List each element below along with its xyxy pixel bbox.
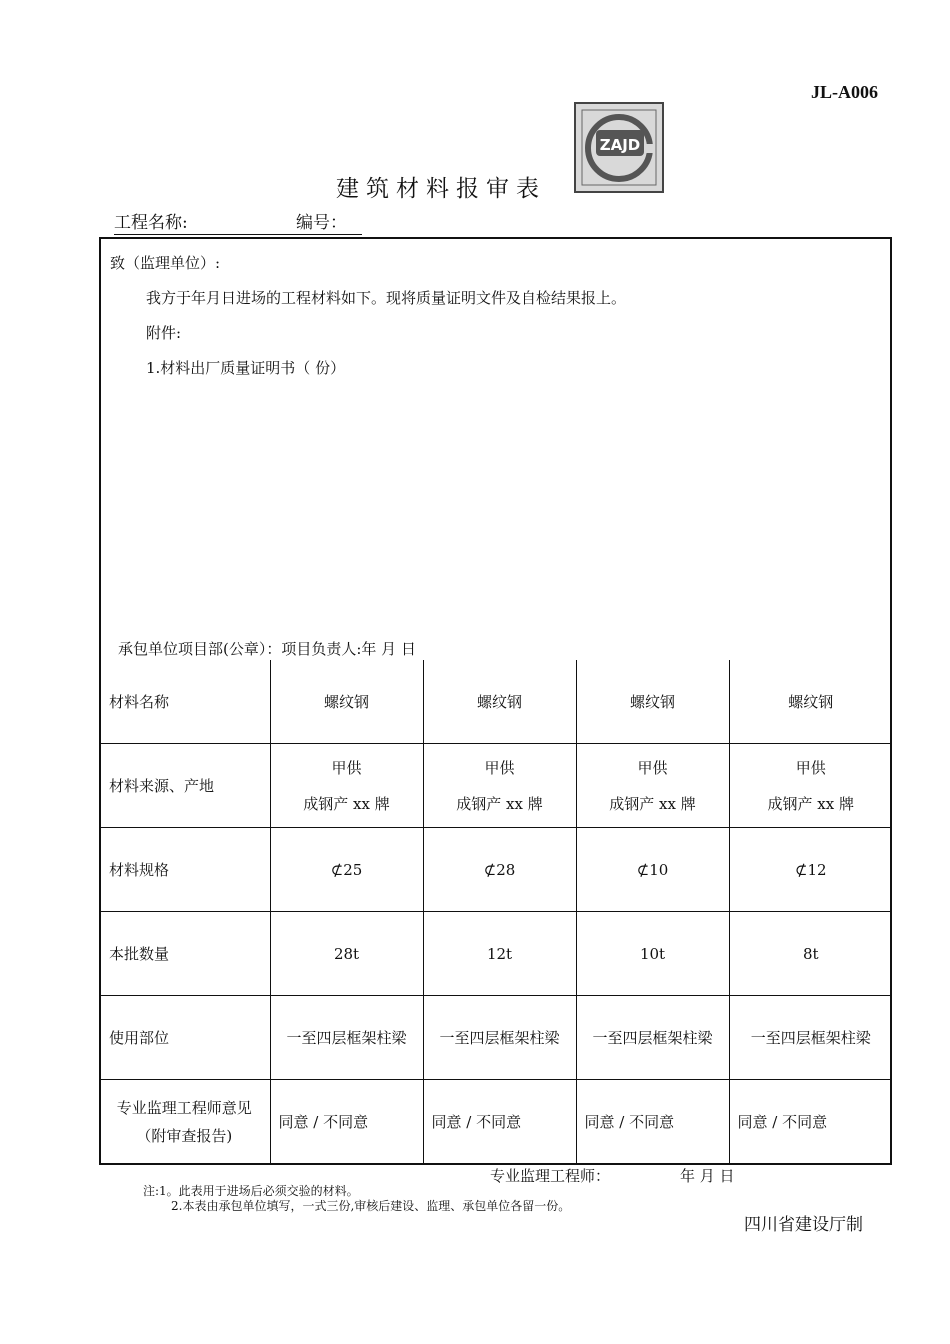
table-cell: 螺纹钢: [576, 660, 729, 744]
attachments-label: 附件:: [146, 324, 182, 342]
source-line: 甲供: [331, 758, 362, 777]
source-line: 甲供: [795, 758, 826, 777]
table-cell: ⊄12: [729, 828, 892, 912]
table-cell: 一至四层框架柱梁: [423, 996, 576, 1080]
materials-table: [99, 660, 892, 1163]
table-cell: 28t: [270, 912, 423, 996]
table-row: [99, 996, 892, 1080]
table-cell: 10t: [576, 912, 729, 996]
table-cell: 螺纹钢: [423, 660, 576, 744]
logo-text: ZAJD: [599, 136, 641, 154]
contractor-signature-line: 承包单位项目部(公章）：项目负责人:年 月 日: [118, 640, 416, 658]
origin-line: 成钢产 xx 牌: [609, 794, 696, 813]
project-info-line: [114, 208, 362, 235]
table-row: [99, 744, 892, 828]
row-label-line: 专业监理工程师意见: [116, 1098, 252, 1117]
attachment-item: 1.材料出厂质量证明书（ 份）: [146, 359, 346, 377]
engineer-signature-line: [490, 1165, 735, 1186]
number-label: 编号：: [296, 213, 347, 233]
row-label-line: （附审查报告): [136, 1126, 233, 1145]
table-cell: 螺纹钢: [729, 660, 892, 744]
table-cell: 一至四层框架柱梁: [729, 996, 892, 1080]
row-label: 材料名称: [99, 660, 270, 744]
memo-body: 我方于年月日进场的工程材料如下。现将质量证明文件及自检结果报上。: [146, 289, 627, 307]
origin-line: 成钢产 xx 牌: [303, 794, 390, 813]
engineer-label: 专业监理工程师：: [490, 1167, 611, 1185]
table-cell: 8t: [729, 912, 892, 996]
table-cell: ⊄25: [270, 828, 423, 912]
table-cell: ⊄28: [423, 828, 576, 912]
table-row: [99, 660, 892, 744]
footnote-2: 2.本表由承包单位填写，一式三份,审核后建设、监理、承包单位各留一份。: [171, 1199, 571, 1213]
source-line: 甲供: [637, 758, 668, 777]
source-line: 甲供: [484, 758, 515, 777]
opinion-cell[interactable]: 同意 / 不同意: [576, 1080, 729, 1164]
row-label: 使用部位: [99, 996, 270, 1080]
table-cell: 一至四层框架柱梁: [576, 996, 729, 1080]
opinion-cell[interactable]: 同意 / 不同意: [729, 1080, 892, 1164]
row-label: 本批数量: [99, 912, 270, 996]
table-cell: [423, 744, 576, 828]
table-cell: 一至四层框架柱梁: [270, 996, 423, 1080]
zajd-logo: [574, 102, 664, 193]
table-cell: [270, 744, 423, 828]
table-row: [99, 912, 892, 996]
opinion-cell[interactable]: 同意 / 不同意: [423, 1080, 576, 1164]
row-label: [99, 1080, 270, 1164]
row-label: 材料规格: [99, 828, 270, 912]
table-cell: 12t: [423, 912, 576, 996]
form-code: JL-A006: [811, 82, 878, 102]
table-cell: [729, 744, 892, 828]
table-cell: ⊄10: [576, 828, 729, 912]
footnote-1: 注:1。此表用于进场后必须交验的材料。: [143, 1184, 359, 1198]
origin-line: 成钢产 xx 牌: [456, 794, 543, 813]
table-cell: [576, 744, 729, 828]
issuer-label: 四川省建设厅制: [744, 1215, 863, 1235]
table-row: [99, 828, 892, 912]
date-label: 年 月 日: [680, 1167, 735, 1185]
zajd-logo-graphic: [576, 104, 662, 191]
page-title: 建筑材料报审表: [336, 176, 546, 202]
opinion-cell[interactable]: 同意 / 不同意: [270, 1080, 423, 1164]
origin-line: 成钢产 xx 牌: [767, 794, 854, 813]
row-label: 材料来源、产地: [99, 744, 270, 828]
table-row: [99, 1080, 892, 1164]
table-cell: 螺纹钢: [270, 660, 423, 744]
project-name-label: 工程名称:: [114, 213, 188, 233]
addressee: 致（监理单位）:: [110, 254, 221, 272]
